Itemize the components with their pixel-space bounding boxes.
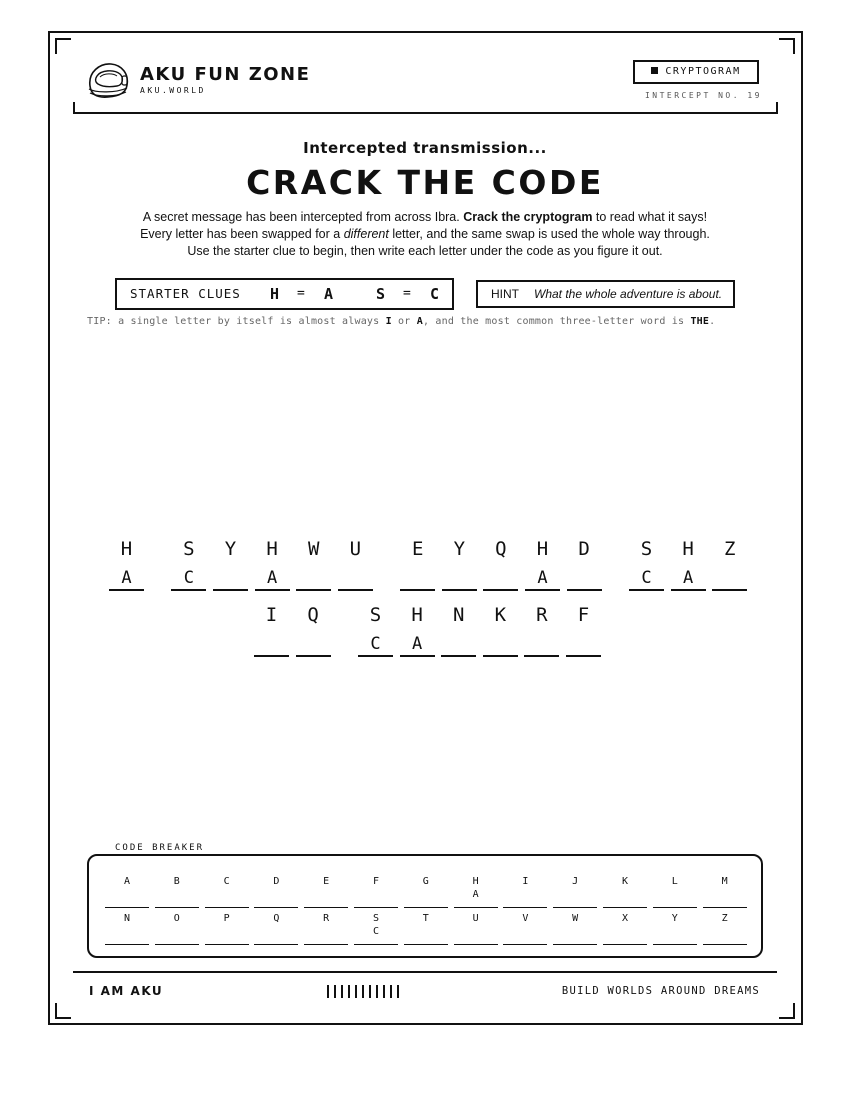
answer-line <box>358 655 393 657</box>
code-letter: D <box>273 876 280 887</box>
answer-line <box>629 589 664 591</box>
cipher-letter: F <box>577 604 590 626</box>
answer-line <box>171 589 206 591</box>
code-letter: C <box>223 876 230 887</box>
plain-letter: A <box>266 568 278 588</box>
clue-cipher: S <box>376 285 386 303</box>
answer-line <box>205 944 249 945</box>
plain-letter: C <box>641 568 652 588</box>
answer-line <box>304 907 348 908</box>
starter-clues-box <box>115 278 454 310</box>
clue-cipher: H <box>270 285 280 303</box>
clue-equals: = <box>297 286 305 301</box>
cipher-letter: R <box>536 604 548 626</box>
answer-line <box>400 655 435 657</box>
cipher-letter: I <box>265 604 278 626</box>
plain-letter: A <box>121 568 132 588</box>
answer-line <box>155 944 199 945</box>
square-bullet-icon <box>651 67 658 74</box>
hint-label: HINT <box>491 287 519 301</box>
code-letter: B <box>173 876 180 887</box>
code-letter: V <box>522 913 529 924</box>
code-letter: E <box>323 876 330 887</box>
code-letter: Q <box>273 913 280 924</box>
kicker: Intercepted transmission... <box>303 139 547 157</box>
clue-equals: = <box>403 286 411 301</box>
answer-line <box>603 907 647 908</box>
answer-line <box>400 589 435 591</box>
code-letter: F <box>372 876 380 887</box>
answer-line <box>653 907 697 908</box>
tip-text: TIP: a single letter by itself is almost always I or A, and the most common three-letter word is THE. <box>87 316 716 327</box>
code-letter: L <box>671 876 678 887</box>
answer-line <box>155 907 199 908</box>
decoded-letter: A <box>472 889 479 900</box>
cipher-letter: D <box>578 538 590 560</box>
code-letter: J <box>572 876 579 887</box>
corner-mark-bottom-left <box>55 1003 71 1019</box>
cipher-letter: E <box>411 538 424 560</box>
answer-line <box>703 907 747 908</box>
corner-mark-top-right <box>779 38 795 54</box>
answer-line <box>567 589 602 591</box>
cipher-letter: H <box>120 538 133 560</box>
answer-line <box>254 655 289 657</box>
code-letter: K <box>621 876 629 887</box>
code-letter: R <box>323 913 330 924</box>
cipher-letter: S <box>183 538 195 560</box>
answer-line <box>671 589 706 591</box>
footer-rule <box>73 971 777 973</box>
answer-line <box>105 944 149 945</box>
answer-line <box>703 944 747 945</box>
footer-tagline: I AM AKU <box>89 984 164 998</box>
code-letter: O <box>173 913 180 924</box>
instructions: A secret message has been intercepted from across Ibra. Crack the cryptogram to read what it says! Every letter has been swapped for a different letter, and the same swap is used the whole way through. Use the starter clue to begin, then write each letter under the code as you figure it out. <box>140 210 710 258</box>
answer-line <box>354 944 398 945</box>
cipher-letter: K <box>494 604 507 626</box>
corner-mark-top-left <box>55 38 71 54</box>
code-letter: M <box>721 876 728 887</box>
code-letter: I <box>522 876 529 887</box>
answer-line <box>254 944 298 945</box>
answer-line <box>404 907 448 908</box>
answer-line <box>503 907 547 908</box>
page-title: CRACK THE CODE <box>246 163 604 202</box>
plain-letter: C <box>183 568 195 588</box>
plain-letter: A <box>411 634 423 654</box>
answer-line <box>442 589 477 591</box>
answer-line <box>254 907 298 908</box>
answer-line <box>603 944 647 945</box>
answer-line <box>404 944 448 945</box>
brand-name: AKU FUN ZONE <box>140 64 311 85</box>
intercept-number: INTERCEPT NO. 19 <box>644 91 762 100</box>
cryptogram-tag <box>633 60 759 84</box>
code-letter: X <box>621 913 629 924</box>
header-rule <box>73 102 778 114</box>
plain-letter: C <box>370 634 381 654</box>
code-letter: Z <box>721 913 728 924</box>
answer-line <box>712 589 747 591</box>
answer-line <box>255 589 290 591</box>
corner-mark-bottom-right <box>779 1003 795 1019</box>
code-letter: N <box>123 913 131 924</box>
answer-line <box>109 589 144 591</box>
tag-label: CRYPTOGRAM <box>665 66 741 77</box>
answer-line <box>503 944 547 945</box>
answer-line <box>304 944 348 945</box>
answer-line <box>553 944 597 945</box>
cipher-letter: H <box>266 538 278 560</box>
footer-slogan: BUILD WORLDS AROUND DREAMS <box>561 985 760 997</box>
answer-line <box>553 907 597 908</box>
clue-plain: C <box>430 285 440 303</box>
code-breaker-box <box>87 854 763 958</box>
code-letter: A <box>123 876 131 887</box>
code-letter: S <box>372 913 380 924</box>
plain-letter: A <box>537 568 548 588</box>
cipher-letter: H <box>682 538 694 560</box>
cipher-letter: N <box>452 604 465 626</box>
answer-line <box>483 655 518 657</box>
cipher-letter: Y <box>453 538 466 560</box>
hint-text: What the whole adventure is about. <box>534 287 723 301</box>
answer-line <box>525 589 560 591</box>
answer-line <box>213 589 248 591</box>
cipher-letter: S <box>369 604 382 626</box>
cipher-letter: U <box>349 538 362 560</box>
answer-line <box>205 907 249 908</box>
code-letter: W <box>572 913 579 924</box>
clue-plain: A <box>324 285 334 303</box>
code-letter: T <box>422 913 429 924</box>
answer-line <box>296 655 331 657</box>
code-letter: P <box>223 913 230 924</box>
hint-box <box>476 280 735 308</box>
answer-line <box>296 589 331 591</box>
code-letter: G <box>422 876 429 887</box>
starter-clues-label: STARTER CLUES <box>130 286 241 301</box>
cipher-letter: Z <box>723 538 736 560</box>
plain-letter: A <box>682 568 694 588</box>
code-letter: U <box>472 913 479 924</box>
answer-line <box>524 655 559 657</box>
barcode-icon <box>327 985 403 998</box>
cipher-letter: Q <box>495 538 507 560</box>
answer-line <box>454 944 498 945</box>
answer-line <box>483 589 518 591</box>
answer-line <box>338 589 373 591</box>
answer-line <box>454 907 498 908</box>
cipher-letter: Q <box>307 604 319 626</box>
answer-line <box>354 907 398 908</box>
code-letter: Y <box>671 913 678 924</box>
astronaut-helmet-icon <box>86 62 130 100</box>
answer-line <box>441 655 476 657</box>
answer-line <box>105 907 149 908</box>
cipher-letter: W <box>307 538 320 560</box>
answer-line <box>566 655 601 657</box>
code-letter: H <box>472 876 479 887</box>
code-breaker-title: CODE BREAKER <box>111 843 208 853</box>
brand-url: AKU.WORLD <box>140 86 206 95</box>
cipher-letter: H <box>411 604 423 626</box>
cipher-letter: S <box>640 538 653 560</box>
answer-line <box>653 944 697 945</box>
decoded-letter: C <box>372 926 380 937</box>
cipher-letter: Y <box>224 538 237 560</box>
cipher-letter: H <box>536 538 549 560</box>
